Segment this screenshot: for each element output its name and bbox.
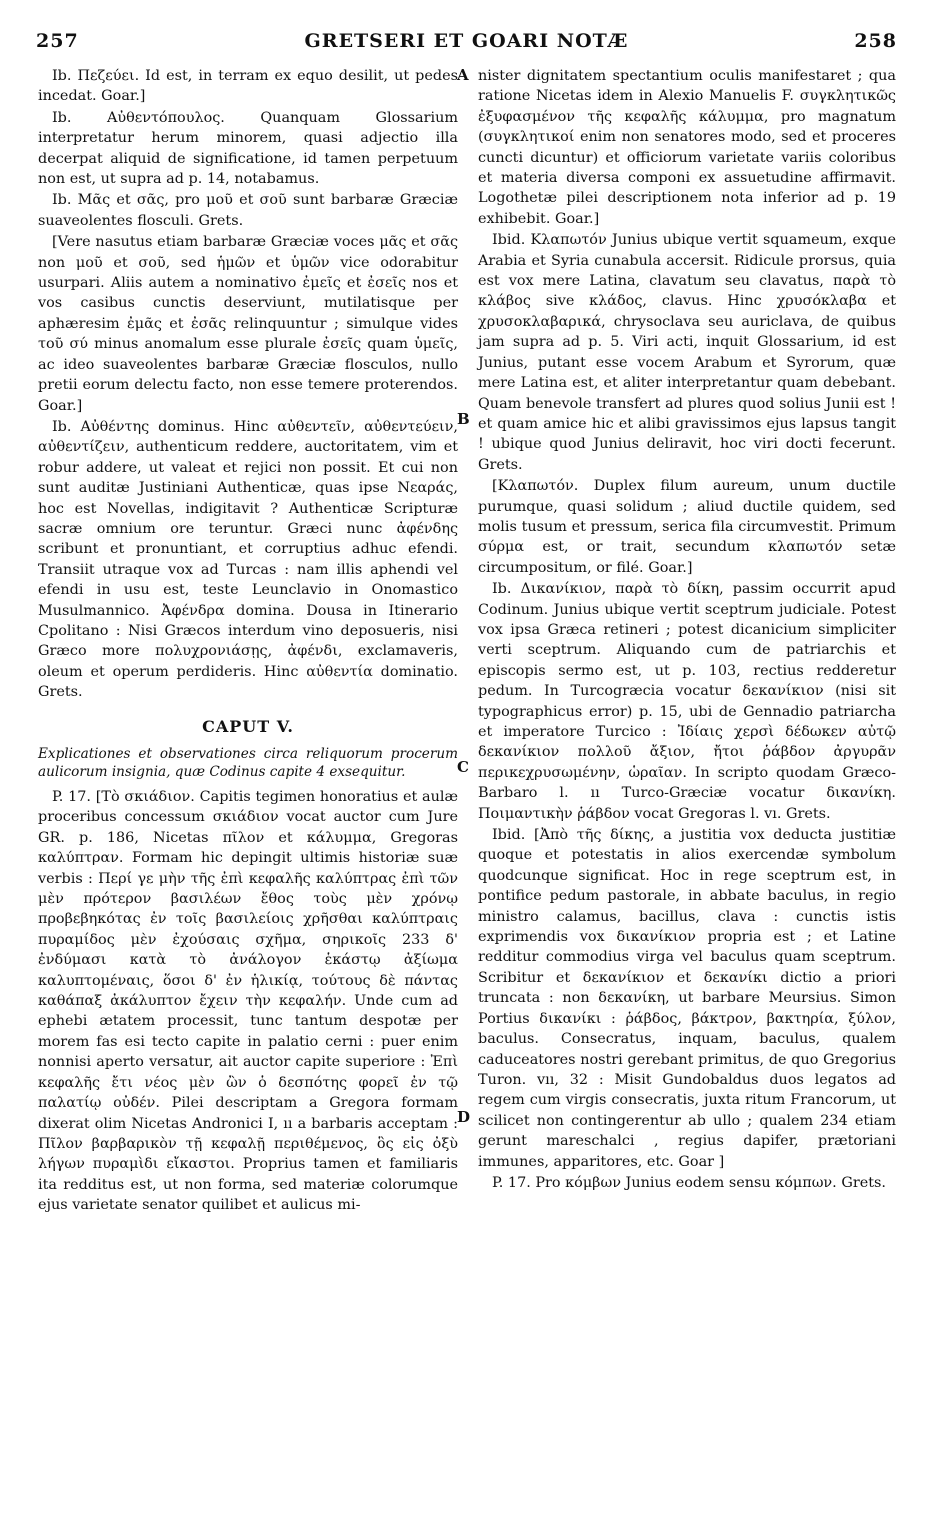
note-paragraph: Ib. Αὐθεντόπουλος. Quanquam Glossarium interpretatur herum minorem, quasi adjectio illa decerpat aliquid de significatione, id tamen perpetuum non est, ut supra ad p. 14, notabamus.: [38, 109, 458, 188]
note-paragraph: Ib. Αὐθέντης dominus. Hinc αὐθεντεῖν, αὐθεντεύειν, αὐθεντίζειν, authenticum reddere, auctoritatem, vim et robur addere, ut valeat et rejici non possit. Et cui non sunt auditæ Justiniani Authenticæ, quas ipse Νεαράς, hoc est Novellas, indigitavit ? Authenticæ Scripturæ sacræ omnium ore teruntur. Græci nunc ἀφένδης scribunt et pronuntiant, et corruptius adhuc efendi. Transiit utraque vox ad Turcas : nam illis aphendi vel efendi in usu est, teste Leunclavio in Onomastico Musulmannico. Ἀφένδρα domina. Dousa in Itinerario Cpolitano : Nisi Græcos interdum vino deposueris, nisi Græco more πολυχρονιάσῃς, ἀφένδι, exclamaveris, oleum et operum perdideris. Hinc αὐθεντία dominatio. Grets.: [38, 418, 458, 701]
margin-marker-b: B: [457, 410, 470, 428]
running-title: GRETSERI ET GOARI NOTÆ: [304, 30, 629, 52]
note-paragraph: Ib. Μᾶς et σᾶς, pro μοῦ et σοῦ sunt barbaræ Græciæ suaveolentes flosculi. Grets.: [38, 192, 458, 229]
margin-marker-c: C: [457, 758, 469, 776]
note-paragraph: Ib. Πεζεύει. Id est, in terram ex equo desilit, ut pedes incedat. Goar.]: [38, 68, 458, 105]
chapter-title: CAPUT V.: [202, 716, 294, 736]
note-paragraph: [Κλαπωτόν. Duplex filum aureum, unum ductile purumque, quasi solidum ; aliud ductile quidem, sed molis tusum et pressum, serica fila circumvestit. Primum σύρμα est, or trait, secundum κλαπωτόν setæ circumpositum, or filé. Goar.]: [478, 478, 896, 576]
note-paragraph: P. 17. [Τὸ σκιάδιον. Capitis tegimen honoratius et aulæ proceribus concessum σκιάδιον vocat auctor cum Jure GR. p. 186, Nicetas πῖλον et κάλυμμα, Gregoras καλύπτραν. Formam hic depingit ultimis historiæ suæ verbis : Περί γε μὴν τῆς ἐπὶ κεφαλῆς καλύπτρας ἐπὶ τῶν μὲν πρότερον βασιλέων ἔθος τοὺς μὲν χρόνῳ προβεβηκότας ἐν τοῖς βασιλείοις χρῆσθαι καλύπτραις πυραμίδος μὲν ἐχούσαις σχῆμα, σηρικοῖς 233 δ' ἐνδύμασι κατὰ τὸ ἀνάλογον ἑκάστῳ ἀξίωμα καλυπτομέναις, ὅσοι δ' ἐν ἡλικίᾳ, τούτους δὲ πάντας καθάπαξ ἀκάλυπτον ἔχειν τὴν κεφαλήν. Unde cum ad ephebi ætatem processit, tunc tantum despotæ per morem fas esi tecto capite in palatio cerni : puer enim nonnisi aperto versatur, ait auctor capite superiore : Ἐπὶ κεφαλῆς ἔτι νέος μὲν ὢν ὁ δεσπότης φορεῖ ἐν τῷ παλατίῳ οὐδέν. Pilei descriptam a Gregora formam dixerat olim Nicetas Andronici I, ıı a barbaris acceptam : Πῖλον βαρβαρικὸν τῇ κεφαλῇ περιθέμενος, ὃς εἰς ὀξὺ λήγων πυραμὶδι εἴκαστοι. Proprius tamen et familiaris ita redditus est, ut non forma, sed materiæ colorumque ejus varietate senator quilibet et aulicus mi-: [38, 789, 458, 1214]
chapter-subtitle: Explicationes et observationes circa reliquorum procerum aulicorum insignia, quæ Codinus capite 4 exsequitur.: [38, 746, 458, 780]
margin-marker-a: A: [457, 66, 469, 84]
margin-marker-d: D: [457, 1108, 471, 1126]
right-column: [478, 66, 896, 1194]
note-paragraph: [Vere nasutus etiam barbaræ Græciæ voces μᾶς et σᾶς non μοῦ et σοῦ, sed ἡμῶν et ὑμῶν vice odorabitur usurpari. Aliis autem a nominativo ἐμεῖς et ἐσεῖς nos et vos casibus cunctis deserviunt, mutilatisque per aphæresim ἐμᾶς et ἐσᾶς relinquuntur ; simulque vides τοῦ σύ minus anomalum esse plurale ἐσεῖς quam ὑμεῖς, ac ideo suaveolentes barbaræ Græciæ flosculos, nullo pretii eorum delectu facto, non esse temere proterendos. Goar.]: [38, 234, 458, 414]
note-paragraph: Ib. Δικανίκιον, παρὰ τὸ δίκη, passim occurrit apud Codinum. Junius ubique vertit sceptrum judiciale. Potest vox ipsa Græca retineri ; potest dicanicium simpliciter verti sceptrum. Aliquando cum de patriarchis et episcopis sermo est, ut p. 103, rectius redderetur pedum. In Turcogræcia vocatur δεκανίκιον (nisi sit typographicus error) p. 15, ubi de Gennadio patriarcha et imperatore Turcico : Ἰδίαις χερσὶ δέδωκεν αὐτῷ δεκανίκιον πολλοῦ ἄξιον, ἤτοι ῥάβδον ἀργυρᾶν περικεχρυσωμένην, ὡραῖαν. In scripto quodam Græco-Barbaro l. ıı Turco-Græciæ vocatur δικανίκη. Ποιμαντικὴν ῥάβδον vocat Gregoras l. vı. Grets.: [478, 581, 896, 822]
note-paragraph: Ibid. Κλαπωτόν Junius ubique vertit squameum, exque Arabia et Syria cunabula accersit. Ridicule prorsus, quia est vox mere Latina, clavatum seu clavatus, παρὰ τὸ κλάβος sive κλάδος, clavus. Hinc χρυσόκλαβα et χρυσοκλαβαρικά, chrysoclava seu auriclava, de quibus jam supra ad p. 5. Viri acti, inquit Glossarium, id est Junius, putant esse vocem Arabum et Syrorum, quæ mere Latina est, et aliter interpretantur quam debebant. Quam benevole transfert ad plures quod solius Junii est ! et quam amice hic et alibi gravissimos ejus lapsus tangit ! ubique quod Junius deliravit, hoc viri docti fecerunt. Grets.: [478, 232, 896, 473]
note-paragraph: P. 17. Pro κόμβων Junius eodem sensu κόμπων. Grets.: [492, 1174, 886, 1191]
note-paragraph: Ibid. [Ἀπὸ τῆς δίκης, a justitia vox deducta justitiæ quoque et potestatis in alios exercendæ symbolum quodcunque significat. Hoc in rege sceptrum est, in pontifice pedum pastorale, in abbate baculus, in regio ministro calamus, bacillus, clava : cunctis istis exprimendis vox δικανίκιον propria est ; et Latine redditur commodius virga vel baculus quam sceptrum. Scribitur et δεκανίκιον et δεκανίκι dictio a priori truncata : non δεκανίκη, ut barbare Meursius. Simon Portius δικανίκι : ῥάβδος, βάκτρον, βακτηρία, ξύλον, baculus. Consecratus, inquam, baculus, qualem caduceatores nostri gerebant primitus, de quo Gregorius Turon. vıı, 32 : Misit Gundobaldus duos legatos ad regem cum virgis consecratis, juxta ritum Francorum, ut scilicet non contingerentur ab ullo ; qualem 234 etiam gerunt mareschalci , regius dapifer, prætoriani immunes, apparitores, etc. Goar ]: [478, 827, 896, 1170]
left-column: [38, 66, 458, 1217]
note-paragraph: nister dignitatem spectantium oculis manifestaret ; qua ratione Nicetas idem in Alexio Manuelis F. συγκλητικῶς ἐξυφασμένον τῆς κεφαλῆς κάλυμμα, pro magnatum (συγκλητικοί enim non senatores modo, sed et proceres cuncti dicuntur) et officiorum varietate variis coloribus et materia diversa componi ex assuetudine affirmavit. Logothetæ pilei descriptionem nota inferior ad p. 19 exhibebit. Goar.]: [478, 68, 896, 227]
page-number-right: 258: [854, 30, 897, 52]
running-header: [36, 30, 897, 60]
page-number-left: 257: [36, 30, 79, 52]
